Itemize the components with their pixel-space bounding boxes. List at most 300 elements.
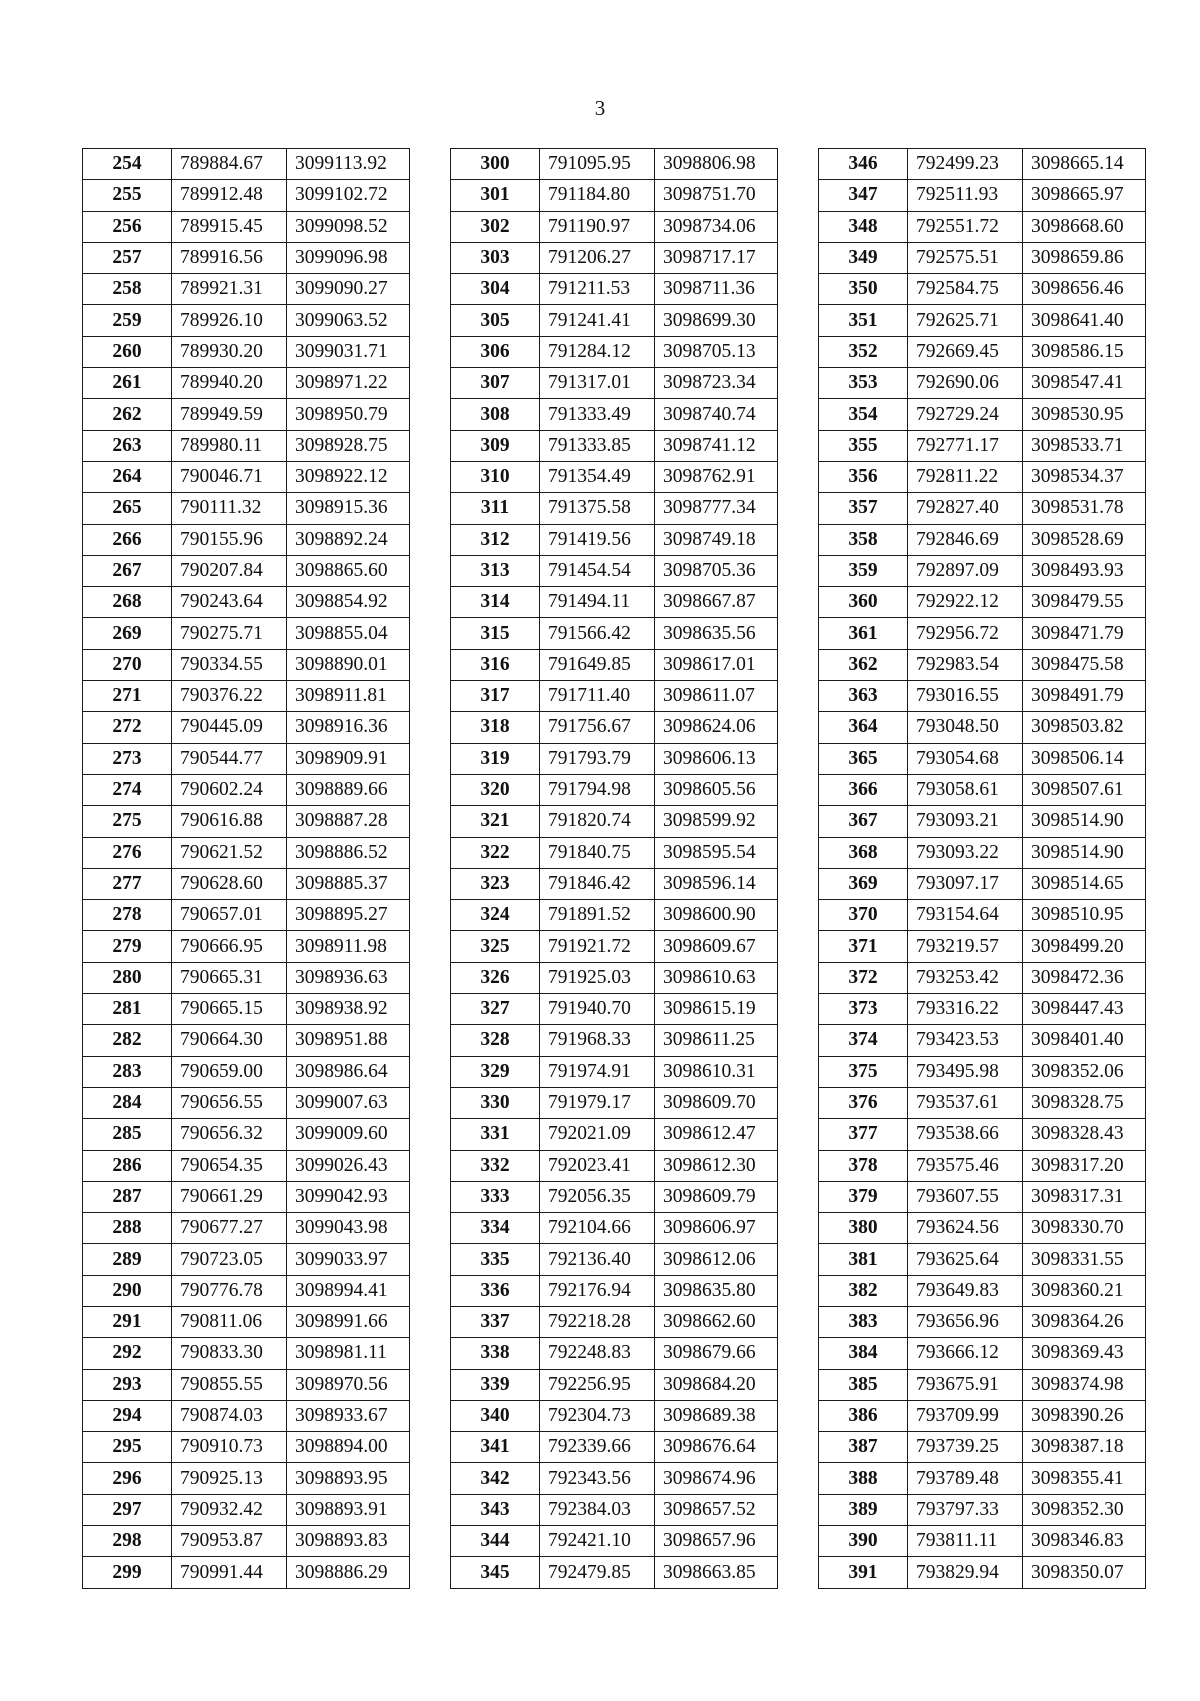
table-row: [819, 1025, 1146, 1056]
y-coordinate-cell: 3098612.06: [655, 1244, 778, 1275]
x-coordinate-cell: 792956.72: [908, 618, 1023, 649]
point-number-cell: 283: [83, 1056, 172, 1087]
table-row: [451, 1306, 778, 1337]
x-coordinate-cell: 789980.11: [172, 430, 287, 461]
table-row: [819, 1150, 1146, 1181]
point-number-cell: 272: [83, 712, 172, 743]
y-coordinate-cell: 3098665.14: [1023, 149, 1146, 180]
y-coordinate-cell: 3098665.97: [1023, 180, 1146, 211]
x-coordinate-cell: 791711.40: [540, 681, 655, 712]
x-coordinate-cell: 793649.83: [908, 1275, 1023, 1306]
point-number-cell: 280: [83, 962, 172, 993]
y-coordinate-cell: 3098514.90: [1023, 837, 1146, 868]
point-number-cell: 279: [83, 931, 172, 962]
table-row: [451, 305, 778, 336]
x-coordinate-cell: 793219.57: [908, 931, 1023, 962]
x-coordinate-cell: 791206.27: [540, 242, 655, 273]
table-row: [83, 743, 410, 774]
point-number-cell: 359: [819, 555, 908, 586]
table-row: [451, 242, 778, 273]
y-coordinate-cell: 3098711.36: [655, 274, 778, 305]
y-coordinate-cell: 3098657.96: [655, 1526, 778, 1557]
table-row: [819, 962, 1146, 993]
x-coordinate-cell: 793709.99: [908, 1400, 1023, 1431]
table-row: [451, 900, 778, 931]
y-coordinate-cell: 3098679.66: [655, 1338, 778, 1369]
table-row: [83, 555, 410, 586]
table-row: [819, 587, 1146, 618]
y-coordinate-cell: 3099009.60: [287, 1119, 410, 1150]
y-coordinate-cell: 3098981.11: [287, 1338, 410, 1369]
x-coordinate-cell: 790155.96: [172, 524, 287, 555]
y-coordinate-cell: 3098723.34: [655, 368, 778, 399]
table-row: [819, 493, 1146, 524]
table-row: [83, 1150, 410, 1181]
point-number-cell: 298: [83, 1526, 172, 1557]
point-number-cell: 344: [451, 1526, 540, 1557]
x-coordinate-cell: 792846.69: [908, 524, 1023, 555]
y-coordinate-cell: 3098611.25: [655, 1025, 778, 1056]
x-coordinate-cell: 792304.73: [540, 1400, 655, 1431]
x-coordinate-cell: 792256.95: [540, 1369, 655, 1400]
point-number-cell: 391: [819, 1557, 908, 1588]
point-number-cell: 324: [451, 900, 540, 931]
x-coordinate-cell: 793048.50: [908, 712, 1023, 743]
point-number-cell: 325: [451, 931, 540, 962]
table-row: [451, 1087, 778, 1118]
x-coordinate-cell: 793607.55: [908, 1181, 1023, 1212]
y-coordinate-cell: 3098895.27: [287, 900, 410, 931]
table-row: [819, 1432, 1146, 1463]
x-coordinate-cell: 791925.03: [540, 962, 655, 993]
x-coordinate-cell: 793797.33: [908, 1494, 1023, 1525]
y-coordinate-cell: 3098624.06: [655, 712, 778, 743]
y-coordinate-cell: 3098596.14: [655, 868, 778, 899]
x-coordinate-cell: 793624.56: [908, 1213, 1023, 1244]
y-coordinate-cell: 3098612.30: [655, 1150, 778, 1181]
table-row: [83, 461, 410, 492]
point-number-cell: 281: [83, 994, 172, 1025]
y-coordinate-cell: 3098364.26: [1023, 1306, 1146, 1337]
y-coordinate-cell: 3098514.90: [1023, 806, 1146, 837]
table-row: [819, 242, 1146, 273]
y-coordinate-cell: 3098689.38: [655, 1400, 778, 1431]
x-coordinate-cell: 792176.94: [540, 1275, 655, 1306]
table-row: [819, 211, 1146, 242]
table-row: [451, 1181, 778, 1212]
y-coordinate-cell: 3098328.75: [1023, 1087, 1146, 1118]
point-number-cell: 260: [83, 336, 172, 367]
y-coordinate-cell: 3098387.18: [1023, 1432, 1146, 1463]
point-number-cell: 262: [83, 399, 172, 430]
point-number-cell: 312: [451, 524, 540, 555]
x-coordinate-cell: 792827.40: [908, 493, 1023, 524]
point-number-cell: 373: [819, 994, 908, 1025]
y-coordinate-cell: 3098741.12: [655, 430, 778, 461]
y-coordinate-cell: 3098663.85: [655, 1557, 778, 1588]
point-number-cell: 310: [451, 461, 540, 492]
point-number-cell: 285: [83, 1119, 172, 1150]
y-coordinate-cell: 3098950.79: [287, 399, 410, 430]
table-row: [819, 399, 1146, 430]
x-coordinate-cell: 791820.74: [540, 806, 655, 837]
y-coordinate-cell: 3099090.27: [287, 274, 410, 305]
x-coordinate-cell: 790833.30: [172, 1338, 287, 1369]
point-number-cell: 339: [451, 1369, 540, 1400]
x-coordinate-cell: 791354.49: [540, 461, 655, 492]
y-coordinate-cell: 3098674.96: [655, 1463, 778, 1494]
y-coordinate-cell: 3098595.54: [655, 837, 778, 868]
x-coordinate-cell: 792384.03: [540, 1494, 655, 1525]
x-coordinate-cell: 790661.29: [172, 1181, 287, 1212]
point-number-cell: 383: [819, 1306, 908, 1337]
x-coordinate-cell: 790334.55: [172, 649, 287, 680]
y-coordinate-cell: 3098635.56: [655, 618, 778, 649]
x-coordinate-cell: 792023.41: [540, 1150, 655, 1181]
point-number-cell: 366: [819, 774, 908, 805]
x-coordinate-cell: 793538.66: [908, 1119, 1023, 1150]
x-coordinate-cell: 791846.42: [540, 868, 655, 899]
table-row: [451, 806, 778, 837]
point-number-cell: 343: [451, 1494, 540, 1525]
y-coordinate-cell: 3098668.60: [1023, 211, 1146, 242]
x-coordinate-cell: 791190.97: [540, 211, 655, 242]
x-coordinate-cell: 789921.31: [172, 274, 287, 305]
table-row: [451, 1056, 778, 1087]
point-number-cell: 274: [83, 774, 172, 805]
point-number-cell: 297: [83, 1494, 172, 1525]
point-number-cell: 259: [83, 305, 172, 336]
y-coordinate-cell: 3098606.13: [655, 743, 778, 774]
y-coordinate-cell: 3098503.82: [1023, 712, 1146, 743]
point-number-cell: 341: [451, 1432, 540, 1463]
x-coordinate-cell: 789884.67: [172, 149, 287, 180]
x-coordinate-cell: 792421.10: [540, 1526, 655, 1557]
table-row: [451, 743, 778, 774]
x-coordinate-cell: 790910.73: [172, 1432, 287, 1463]
point-number-cell: 269: [83, 618, 172, 649]
point-number-cell: 255: [83, 180, 172, 211]
table-row: [819, 868, 1146, 899]
point-number-cell: 299: [83, 1557, 172, 1588]
table-row: [451, 931, 778, 962]
y-coordinate-cell: 3098991.66: [287, 1306, 410, 1337]
point-number-cell: 323: [451, 868, 540, 899]
table-row: [819, 1338, 1146, 1369]
x-coordinate-cell: 793016.55: [908, 681, 1023, 712]
point-number-cell: 292: [83, 1338, 172, 1369]
table-row: [83, 1306, 410, 1337]
y-coordinate-cell: 3098854.92: [287, 587, 410, 618]
table-row: [83, 1025, 410, 1056]
x-coordinate-cell: 791211.53: [540, 274, 655, 305]
y-coordinate-cell: 3098749.18: [655, 524, 778, 555]
x-coordinate-cell: 790275.71: [172, 618, 287, 649]
x-coordinate-cell: 790656.32: [172, 1119, 287, 1150]
table-row: [451, 1244, 778, 1275]
y-coordinate-cell: 3098892.24: [287, 524, 410, 555]
y-coordinate-cell: 3098610.63: [655, 962, 778, 993]
point-number-cell: 351: [819, 305, 908, 336]
y-coordinate-cell: 3098369.43: [1023, 1338, 1146, 1369]
point-number-cell: 320: [451, 774, 540, 805]
y-coordinate-cell: 3098933.67: [287, 1400, 410, 1431]
x-coordinate-cell: 791419.56: [540, 524, 655, 555]
point-number-cell: 335: [451, 1244, 540, 1275]
table-row: [451, 180, 778, 211]
point-number-cell: 367: [819, 806, 908, 837]
table-row: [451, 399, 778, 430]
point-number-cell: 388: [819, 1463, 908, 1494]
y-coordinate-cell: 3098472.36: [1023, 962, 1146, 993]
point-number-cell: 349: [819, 242, 908, 273]
table-row: [819, 1306, 1146, 1337]
y-coordinate-cell: 3098971.22: [287, 368, 410, 399]
point-number-cell: 348: [819, 211, 908, 242]
point-number-cell: 266: [83, 524, 172, 555]
table-row: [83, 149, 410, 180]
x-coordinate-cell: 790376.22: [172, 681, 287, 712]
x-coordinate-cell: 793093.22: [908, 837, 1023, 868]
table-row: [83, 1400, 410, 1431]
table-row: [451, 555, 778, 586]
table-row: [819, 931, 1146, 962]
point-number-cell: 369: [819, 868, 908, 899]
y-coordinate-cell: 3098887.28: [287, 806, 410, 837]
table-row: [819, 712, 1146, 743]
y-coordinate-cell: 3098699.30: [655, 305, 778, 336]
point-number-cell: 376: [819, 1087, 908, 1118]
point-number-cell: 338: [451, 1338, 540, 1369]
x-coordinate-cell: 792136.40: [540, 1244, 655, 1275]
coordinate-table-1: [82, 148, 410, 1589]
table-row: [83, 524, 410, 555]
y-coordinate-cell: 3099033.97: [287, 1244, 410, 1275]
table-row: [451, 336, 778, 367]
y-coordinate-cell: 3098893.83: [287, 1526, 410, 1557]
table-row: [451, 493, 778, 524]
x-coordinate-cell: 792499.23: [908, 149, 1023, 180]
y-coordinate-cell: 3098352.30: [1023, 1494, 1146, 1525]
point-number-cell: 327: [451, 994, 540, 1025]
table-row: [83, 1119, 410, 1150]
x-coordinate-cell: 793666.12: [908, 1338, 1023, 1369]
point-number-cell: 332: [451, 1150, 540, 1181]
x-coordinate-cell: 793058.61: [908, 774, 1023, 805]
point-number-cell: 350: [819, 274, 908, 305]
point-number-cell: 254: [83, 149, 172, 180]
point-number-cell: 321: [451, 806, 540, 837]
table-row: [83, 1432, 410, 1463]
table-row: [451, 1275, 778, 1306]
point-number-cell: 293: [83, 1369, 172, 1400]
x-coordinate-cell: 791940.70: [540, 994, 655, 1025]
x-coordinate-cell: 793316.22: [908, 994, 1023, 1025]
y-coordinate-cell: 3098617.01: [655, 649, 778, 680]
y-coordinate-cell: 3098605.56: [655, 774, 778, 805]
y-coordinate-cell: 3098922.12: [287, 461, 410, 492]
y-coordinate-cell: 3098915.36: [287, 493, 410, 524]
point-number-cell: 364: [819, 712, 908, 743]
table-row: [83, 211, 410, 242]
x-coordinate-cell: 792922.12: [908, 587, 1023, 618]
x-coordinate-cell: 792669.45: [908, 336, 1023, 367]
y-coordinate-cell: 3098534.37: [1023, 461, 1146, 492]
point-number-cell: 296: [83, 1463, 172, 1494]
point-number-cell: 268: [83, 587, 172, 618]
table-row: [819, 1244, 1146, 1275]
point-number-cell: 294: [83, 1400, 172, 1431]
point-number-cell: 301: [451, 180, 540, 211]
x-coordinate-cell: 791974.91: [540, 1056, 655, 1087]
x-coordinate-cell: 792584.75: [908, 274, 1023, 305]
y-coordinate-cell: 3098909.91: [287, 743, 410, 774]
table-row: [83, 837, 410, 868]
x-coordinate-cell: 790207.84: [172, 555, 287, 586]
x-coordinate-cell: 790664.30: [172, 1025, 287, 1056]
y-coordinate-cell: 3099031.71: [287, 336, 410, 367]
point-number-cell: 258: [83, 274, 172, 305]
x-coordinate-cell: 790925.13: [172, 1463, 287, 1494]
point-number-cell: 390: [819, 1526, 908, 1557]
point-number-cell: 357: [819, 493, 908, 524]
x-coordinate-cell: 790628.60: [172, 868, 287, 899]
y-coordinate-cell: 3098986.64: [287, 1056, 410, 1087]
y-coordinate-cell: 3098317.31: [1023, 1181, 1146, 1212]
x-coordinate-cell: 789912.48: [172, 180, 287, 211]
y-coordinate-cell: 3098928.75: [287, 430, 410, 461]
y-coordinate-cell: 3098600.90: [655, 900, 778, 931]
x-coordinate-cell: 791333.49: [540, 399, 655, 430]
point-number-cell: 381: [819, 1244, 908, 1275]
point-number-cell: 284: [83, 1087, 172, 1118]
table-row: [83, 1056, 410, 1087]
point-number-cell: 340: [451, 1400, 540, 1431]
y-coordinate-cell: 3098493.93: [1023, 555, 1146, 586]
y-coordinate-cell: 3098352.06: [1023, 1056, 1146, 1087]
point-number-cell: 282: [83, 1025, 172, 1056]
y-coordinate-cell: 3098865.60: [287, 555, 410, 586]
table-row: [819, 1181, 1146, 1212]
x-coordinate-cell: 791793.79: [540, 743, 655, 774]
table-row: [83, 587, 410, 618]
point-number-cell: 288: [83, 1213, 172, 1244]
x-coordinate-cell: 790811.06: [172, 1306, 287, 1337]
table-row: [83, 1244, 410, 1275]
x-coordinate-cell: 792343.56: [540, 1463, 655, 1494]
y-coordinate-cell: 3098610.31: [655, 1056, 778, 1087]
y-coordinate-cell: 3098667.87: [655, 587, 778, 618]
x-coordinate-cell: 790659.00: [172, 1056, 287, 1087]
point-number-cell: 371: [819, 931, 908, 962]
x-coordinate-cell: 791333.85: [540, 430, 655, 461]
y-coordinate-cell: 3098705.13: [655, 336, 778, 367]
x-coordinate-cell: 790621.52: [172, 837, 287, 868]
point-number-cell: 295: [83, 1432, 172, 1463]
point-number-cell: 361: [819, 618, 908, 649]
table-row: [451, 962, 778, 993]
table-row: [451, 1432, 778, 1463]
table-row: [819, 461, 1146, 492]
y-coordinate-cell: 3098705.36: [655, 555, 778, 586]
point-number-cell: 291: [83, 1306, 172, 1337]
table-row: [451, 1463, 778, 1494]
y-coordinate-cell: 3098401.40: [1023, 1025, 1146, 1056]
table-row: [451, 774, 778, 805]
y-coordinate-cell: 3098609.67: [655, 931, 778, 962]
table-row: [451, 1526, 778, 1557]
y-coordinate-cell: 3098510.95: [1023, 900, 1146, 931]
point-number-cell: 360: [819, 587, 908, 618]
x-coordinate-cell: 790665.15: [172, 994, 287, 1025]
table-row: [819, 524, 1146, 555]
point-number-cell: 353: [819, 368, 908, 399]
point-number-cell: 277: [83, 868, 172, 899]
y-coordinate-cell: 3098479.55: [1023, 587, 1146, 618]
point-number-cell: 317: [451, 681, 540, 712]
y-coordinate-cell: 3098528.69: [1023, 524, 1146, 555]
table-row: [819, 555, 1146, 586]
x-coordinate-cell: 790046.71: [172, 461, 287, 492]
x-coordinate-cell: 792729.24: [908, 399, 1023, 430]
x-coordinate-cell: 792479.85: [540, 1557, 655, 1588]
table-row: [83, 1338, 410, 1369]
table-row: [819, 305, 1146, 336]
y-coordinate-cell: 3098599.92: [655, 806, 778, 837]
table-row: [819, 1526, 1146, 1557]
x-coordinate-cell: 793054.68: [908, 743, 1023, 774]
x-coordinate-cell: 792690.06: [908, 368, 1023, 399]
x-coordinate-cell: 791840.75: [540, 837, 655, 868]
point-number-cell: 304: [451, 274, 540, 305]
point-number-cell: 352: [819, 336, 908, 367]
table-row: [83, 493, 410, 524]
point-number-cell: 270: [83, 649, 172, 680]
point-number-cell: 368: [819, 837, 908, 868]
table-row: [83, 618, 410, 649]
point-number-cell: 311: [451, 493, 540, 524]
point-number-cell: 379: [819, 1181, 908, 1212]
x-coordinate-cell: 793253.42: [908, 962, 1023, 993]
x-coordinate-cell: 792339.66: [540, 1432, 655, 1463]
x-coordinate-cell: 790445.09: [172, 712, 287, 743]
point-number-cell: 346: [819, 149, 908, 180]
point-number-cell: 308: [451, 399, 540, 430]
y-coordinate-cell: 3098547.41: [1023, 368, 1146, 399]
x-coordinate-cell: 791649.85: [540, 649, 655, 680]
table-row: [819, 900, 1146, 931]
table-row: [83, 274, 410, 305]
point-number-cell: 387: [819, 1432, 908, 1463]
table-row: [451, 211, 778, 242]
x-coordinate-cell: 791756.67: [540, 712, 655, 743]
table-row: [819, 681, 1146, 712]
y-coordinate-cell: 3098606.97: [655, 1213, 778, 1244]
x-coordinate-cell: 791566.42: [540, 618, 655, 649]
y-coordinate-cell: 3098491.79: [1023, 681, 1146, 712]
y-coordinate-cell: 3098656.46: [1023, 274, 1146, 305]
point-number-cell: 287: [83, 1181, 172, 1212]
point-number-cell: 257: [83, 242, 172, 273]
table-row: [819, 368, 1146, 399]
y-coordinate-cell: 3099063.52: [287, 305, 410, 336]
y-coordinate-cell: 3099098.52: [287, 211, 410, 242]
x-coordinate-cell: 790953.87: [172, 1526, 287, 1557]
y-coordinate-cell: 3098911.81: [287, 681, 410, 712]
x-coordinate-cell: 792625.71: [908, 305, 1023, 336]
y-coordinate-cell: 3098893.95: [287, 1463, 410, 1494]
y-coordinate-cell: 3099113.92: [287, 149, 410, 180]
